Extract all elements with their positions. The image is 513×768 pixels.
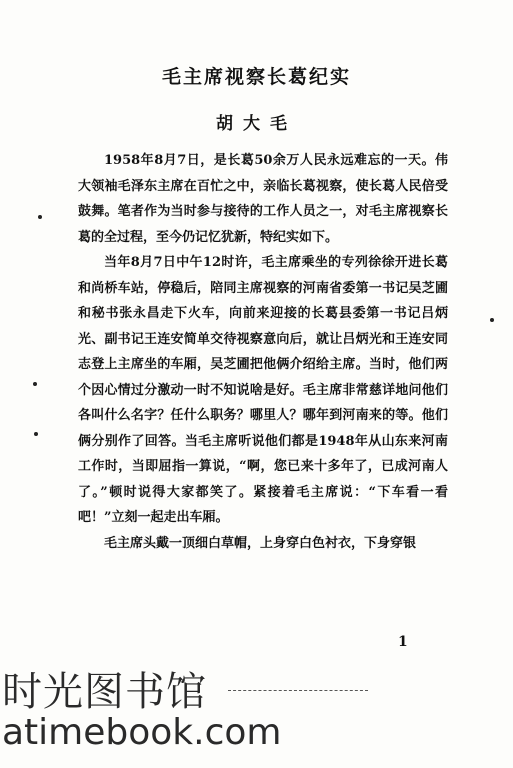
watermark-url: atimebook.com [2, 712, 282, 753]
scan-speck [490, 318, 494, 322]
paragraph-3: 毛主席头戴一顶细白草帽，上身穿白色衬衣，下身穿银 [104, 535, 417, 551]
article-body [78, 148, 448, 556]
scan-speck [33, 382, 37, 386]
watermark-chinese: 时光图书馆 [2, 669, 207, 715]
article-author: 胡大毛 [216, 114, 297, 134]
article-title: 毛主席视察长葛纪实 [161, 66, 351, 88]
page-number: 1 [398, 634, 408, 650]
scan-speck [34, 432, 38, 436]
scan-speck [38, 215, 42, 219]
scan-rule-line [228, 690, 368, 691]
paragraph-2: 当年8月7日中午12时许，毛主席乘坐的专列徐徐开进长葛和尚桥车站，停稳后，陪同主席视察的河南省委第一书记吴芝圃和秘书张永昌走下火车，向前来迎接的长葛县委第一书记吕炳光、副书记王连安简单交待视察意向后，就让吕炳光和王连安同志登上主席坐的车厢，吴芝圃把他俩介绍给主席。当时，他们两个因心情过分激动一时不知说啥是好。毛主席非常慈详地问他们各叫什么名字？任什么职务？哪里人？哪年到河南来的等。他们俩分别作了回答。当毛主席听说他们都是1948年从山东来河南工作时，当即屈指一算说，“啊，您已来十多年了，已成河南人了。”顿时说得大家都笑了。紧接着毛主席说：“下车看一看吧！”立刻一起走出车厢。 [78, 255, 448, 525]
paragraph-1: 1958年8月7日，是长葛50余万人民永远难忘的一天。伟大领袖毛泽东主席在百忙之中，亲临长葛视察，使长葛人民倍受鼓舞。笔者作为当时参与接待的工作人员之一，对毛主席视察长葛的全过程，至今仍记忆犹新，特纪实如下。 [78, 153, 448, 245]
